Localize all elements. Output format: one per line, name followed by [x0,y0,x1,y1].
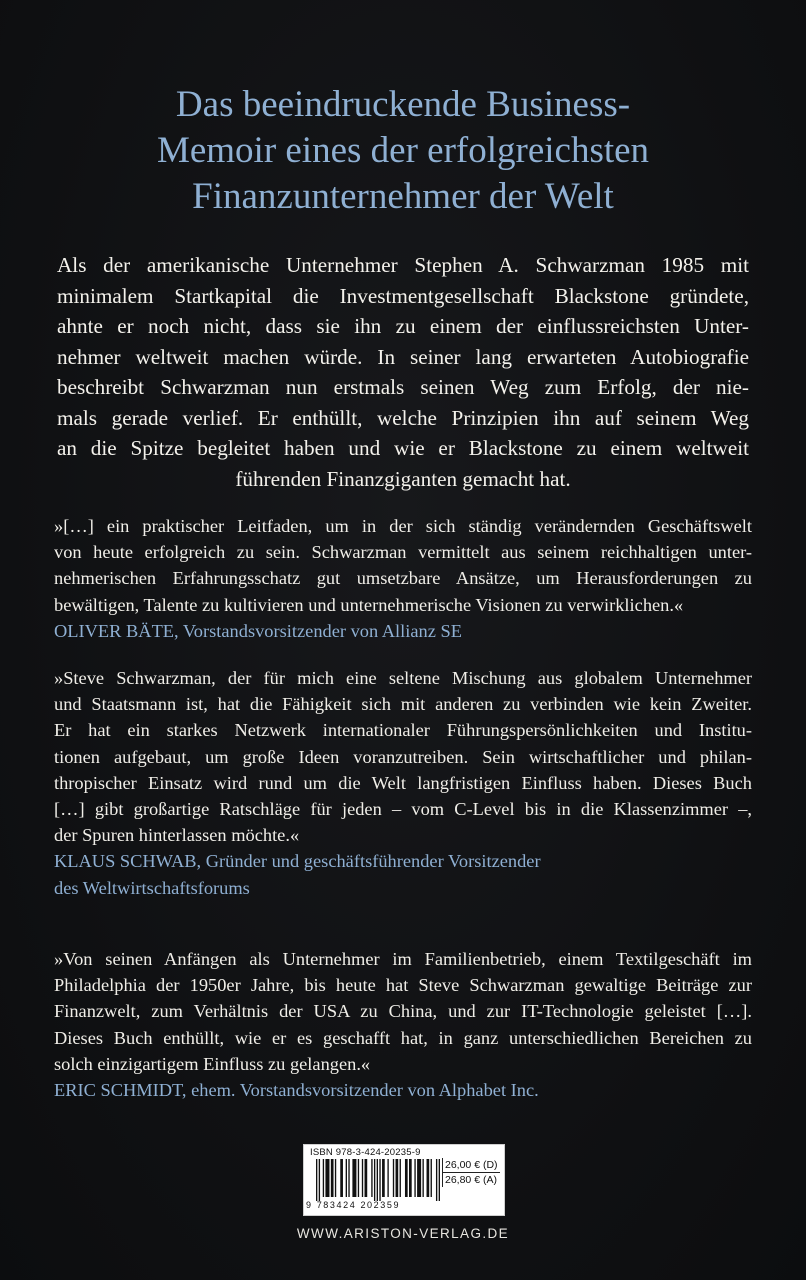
intro-line: ahnte er noch nicht, dass sie ihn zu einem der einflussreichsten Unter- [57,314,749,338]
headline-line: Das beeindruckende Business- [175,84,631,125]
barcode-bar [346,1159,347,1197]
barcode-bar [335,1159,336,1197]
quote-line: bewältigen, Talente zu kultivieren und unternehmerische Visionen zu verwirklichen.« [54,594,684,615]
intro-line: führenden Finanzgiganten gemacht hat. [235,466,571,491]
quote-line: solch einzigartigem Einfluss zu gelangen.« [54,1053,371,1074]
barcode-bar [340,1159,343,1197]
quote-line: Philadelphia der 1950er Jahre, bis heute hat Steve Schwarzman gewaltige Beiträge zur [54,975,752,996]
barcode-bar [396,1159,399,1197]
barcode-bar [409,1159,412,1197]
quote-line: Finanzwelt, zum Verhältnis der USA zu China, und zur IT-Technologie geleistet […]. [54,1001,752,1022]
barcode-bar [436,1159,437,1201]
barcode-bar [387,1159,388,1197]
quote-line: »Von seinen Anfängen als Unternehmer im Familienbetrieb, einem Textilgeschäft im [54,949,752,969]
barcode-bar [431,1159,432,1197]
price-austria: 26,80 € (A) [442,1173,500,1187]
barcode-bar [362,1159,363,1197]
intro-line: mals gerade verlief. Er enthüllt, welche Prinzipien ihn auf seinem Weg [57,405,749,430]
quote-line: Er hat ein starkes Netzwerk internationaler Führungspersönlichkeiten und Institu- [54,720,752,741]
barcode-bar [358,1159,359,1197]
quote-schmidt [54,946,752,1103]
barcode-bar [377,1159,378,1201]
barcode-box [303,1144,505,1216]
barcode-bar [379,1159,380,1201]
barcode-bar [319,1159,320,1201]
barcode-bar [348,1159,349,1197]
barcode-bar [382,1159,385,1197]
price-germany: 26,00 € (D) [442,1158,500,1173]
quote-line: »Steve Schwarzman, der für mich eine seltene Mischung aus globalem Unternehmer [54,668,752,688]
publisher-website: WWW.ARISTON-VERLAG.DE [296,1226,510,1241]
intro-line: minimalem Startkapital die Investmentgesellschaft Blackstone gründete, [57,283,749,308]
intro-paragraph [57,250,749,494]
headline-line: Memoir eines der erfolgreichsten [156,130,650,171]
headline-line: Finanzunternehmer der Welt [192,176,614,217]
headline [40,82,766,220]
barcode-bar [405,1159,408,1197]
barcode-bar [400,1159,401,1197]
quote-source: ERIC SCHMIDT, ehem. Vorstandsvorsitzender von Alphabet Inc. [54,1080,539,1101]
quote-source: des Weltwirtschaftsforums [54,877,250,898]
price-block [442,1158,500,1187]
quote-source: OLIVER BÄTE, Vorstandsvorsitzender von Allianz SE [54,620,462,641]
intro-line: beschreibt Schwarzman nun erstmals seinen Weg zum Erfolg, der nie- [57,375,749,399]
quote-line: und Staatsmann ist, hat die Fähigkeit sich mit anderen zu verbinden wie kein Zweiter. [54,694,752,715]
intro-line: nehmer weltweit machen würde. In seiner lang erwarteten Autobiografie [57,344,749,369]
barcode-bar [414,1159,415,1197]
quote-schwab [54,665,752,901]
barcode-bar [323,1159,324,1197]
quote-line: tionen aufgebaut, um große Ideen voranzutreiben. Sein wirtschaftlicher und philan- [54,746,752,767]
intro-line: an die Spitze begleitet haben und wie er Blackstone zu einem weltweit [57,436,749,460]
quote-line: nehmerischen Erfahrungsschatz gut umsetzbare Ansätze, um Herausforderungen zu [54,568,752,589]
barcode-bar [422,1159,423,1197]
quote-line: »[…] ein praktischer Leitfaden, um in der sich ständig verändernden Geschäftswelt [54,516,752,536]
barcode-bar [374,1159,375,1201]
quote-bate [54,513,752,644]
quote-line: der Spuren hinterlassen möchte.« [54,825,300,846]
barcode-digits: 9 783424 202359 [306,1200,401,1210]
isbn-label: ISBN 978-3-424-20235-9 [310,1147,421,1158]
barcode-bar [393,1159,394,1197]
barcode-bar [371,1159,372,1197]
barcode-bar [427,1159,430,1197]
barcode-bar [316,1159,317,1201]
barcode-bar [325,1159,329,1197]
quote-line: Dieses Buch enthüllt, wie er es geschafft hat, in ganz unterschiedlichen Bereichen zu [54,1027,752,1048]
barcode-bar [417,1159,421,1197]
barcode-bar [365,1159,368,1197]
barcode-icon [316,1159,440,1201]
intro-line: Als der amerikanische Unternehmer Stephen A. Schwarzman 1985 mit [57,253,749,277]
barcode-bar [352,1159,356,1197]
quote-source: KLAUS SCHWAB, Gründer und geschäftsführender Vorsitzender [54,851,541,872]
quote-line: […] gibt großartige Ratschläge für jeden – vom C-Level bis in die Klassenzimmer –, [54,799,752,820]
quote-line: von heute erfolgreich zu sein. Schwarzman vermittelt aus seinem reichhaltigen unter- [54,542,752,563]
quote-line: thropischer Einsatz wird rund um die Welt langfristigen Einfluss haben. Dieses Buch [54,772,752,793]
barcode-bar [439,1159,440,1201]
barcode-bar [331,1159,334,1197]
